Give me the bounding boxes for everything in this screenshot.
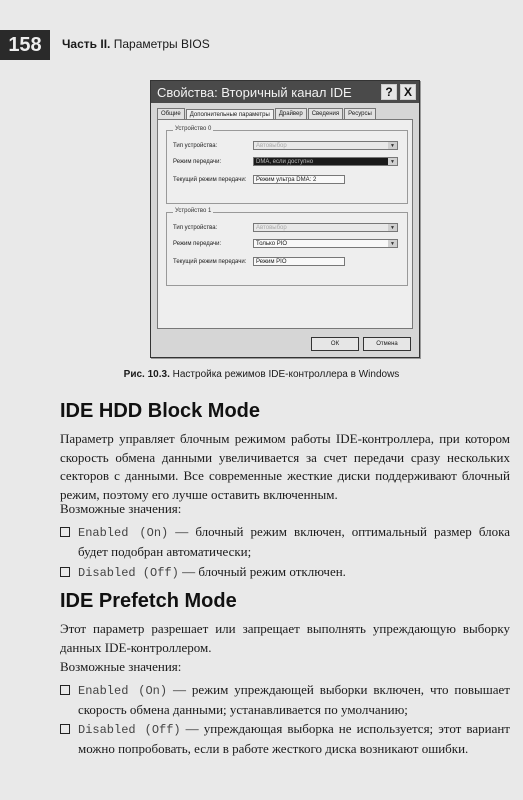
device1-current-field xyxy=(253,257,345,266)
list-item-content xyxy=(78,681,510,719)
checkbox-bullet-icon xyxy=(60,685,70,695)
tab-details[interactable]: Сведения xyxy=(308,108,343,119)
checkbox-bullet-icon xyxy=(60,724,70,734)
device1-group xyxy=(166,208,408,286)
device1-current-label: Текущий режим передачи: xyxy=(173,258,247,265)
device0-type-label: Тип устройства: xyxy=(173,142,218,149)
device1-current-value: Режим PIO xyxy=(256,258,287,265)
chevron-down-icon: ▼ xyxy=(388,224,397,231)
device0-current-field xyxy=(253,175,345,184)
list-item xyxy=(60,523,510,561)
list-item-content xyxy=(78,523,510,561)
list-item xyxy=(60,563,510,583)
chevron-down-icon: ▼ xyxy=(388,142,397,149)
section2-paragraph: Этот параметр разрешает или запрещает выполнять упреждающую выборку данных IDE-контроллером. xyxy=(60,621,510,655)
running-header xyxy=(62,37,210,51)
device1-current-row xyxy=(173,257,345,266)
device0-legend: Устройство 0 xyxy=(175,126,212,132)
list-item xyxy=(60,720,510,758)
device0-mode-value: DMA, если доступно xyxy=(256,158,314,165)
option-code: Enabled (On) xyxy=(78,684,168,698)
device1-legend: Устройство 1 xyxy=(175,208,212,214)
checkbox-bullet-icon xyxy=(60,527,70,537)
device0-mode-select[interactable] xyxy=(253,157,398,166)
device0-current-label: Текущий режим передачи: xyxy=(173,176,247,183)
device1-type-row xyxy=(173,223,398,232)
device0-current-value: Режим ультра DMA: 2 xyxy=(256,176,317,183)
list-item-content xyxy=(78,563,346,583)
section-label: Параметры BIOS xyxy=(113,37,210,51)
figure-caption xyxy=(0,369,523,380)
device0-mode-row xyxy=(173,157,398,166)
tab-driver[interactable]: Драйвер xyxy=(275,108,307,119)
tab-strip xyxy=(157,108,413,119)
device0-type-value: Автовыбор xyxy=(256,142,287,149)
device0-current-row xyxy=(173,175,345,184)
cancel-button[interactable]: Отмена xyxy=(363,337,411,351)
help-button[interactable]: ? xyxy=(381,84,397,100)
device0-mode-label: Режим передачи: xyxy=(173,158,222,165)
section1-heading: IDE HDD Block Mode xyxy=(60,400,261,422)
figure-caption-text: Настройка режимов IDE-контроллера в Windows xyxy=(172,369,400,380)
option-code: Disabled (Off) xyxy=(78,566,179,580)
dialog-titlebar xyxy=(151,81,419,103)
figure-label: Рис. 10.3. xyxy=(123,369,170,380)
tab-resources[interactable]: Ресурсы xyxy=(344,108,376,119)
device1-mode-label: Режим передачи: xyxy=(173,240,222,247)
tab-advanced[interactable]: Дополнительные параметры xyxy=(186,109,274,120)
device1-type-select[interactable] xyxy=(253,223,398,232)
chevron-down-icon: ▼ xyxy=(388,158,397,165)
section1-values-label: Возможные значения: xyxy=(60,501,182,516)
dialog-buttons xyxy=(311,337,411,351)
list-item-content xyxy=(78,720,510,758)
tab-panel xyxy=(157,119,413,329)
option-text: — режим упреждающей выборки включен, что повышает скорость обмена данными; устанавливается по умолчанию; xyxy=(78,682,510,717)
device1-mode-value: Только PIO xyxy=(256,240,288,247)
device1-mode-row xyxy=(173,239,398,248)
ok-button[interactable]: ОК xyxy=(311,337,359,351)
close-button[interactable]: X xyxy=(400,84,416,100)
option-text: — блочный режим включен, оптимальный размер блока будет подобран автоматически; xyxy=(78,524,510,559)
list-item xyxy=(60,681,510,719)
device1-type-value: Автовыбор xyxy=(256,224,287,231)
device1-type-label: Тип устройства: xyxy=(173,224,218,231)
device0-type-row xyxy=(173,141,398,150)
tab-general[interactable]: Общие xyxy=(157,108,185,119)
option-text: — упреждающая выборка не используется; этот вариант можно попробовать, если в работе жесткого диска возникают ошибки. xyxy=(78,721,510,756)
option-code: Enabled (On) xyxy=(78,526,169,540)
chevron-down-icon: ▼ xyxy=(388,240,397,247)
device0-group xyxy=(166,126,408,204)
device0-type-select[interactable] xyxy=(253,141,398,150)
section2-values-label: Возможные значения: xyxy=(60,659,182,674)
page-number: 158 xyxy=(0,30,50,60)
section1-paragraph: Параметр управляет блочным режимом работы IDE-контроллера, при котором скорость обмена данными увеличивается за счет передачи сразу нескольких секторов с данными. Все современные жесткие диски поддерживают блочный режим, поэтому его лучше оставить включенным. xyxy=(60,431,510,502)
dialog-title: Свойства: Вторичный канал IDE xyxy=(157,84,352,100)
section2-heading: IDE Prefetch Mode xyxy=(60,590,237,612)
option-text: — блочный режим отключен. xyxy=(178,564,346,579)
option-code: Disabled (Off) xyxy=(78,723,181,737)
properties-dialog xyxy=(150,80,420,358)
device1-mode-select[interactable] xyxy=(253,239,398,248)
part-label: Часть II. xyxy=(62,37,111,51)
checkbox-bullet-icon xyxy=(60,567,70,577)
